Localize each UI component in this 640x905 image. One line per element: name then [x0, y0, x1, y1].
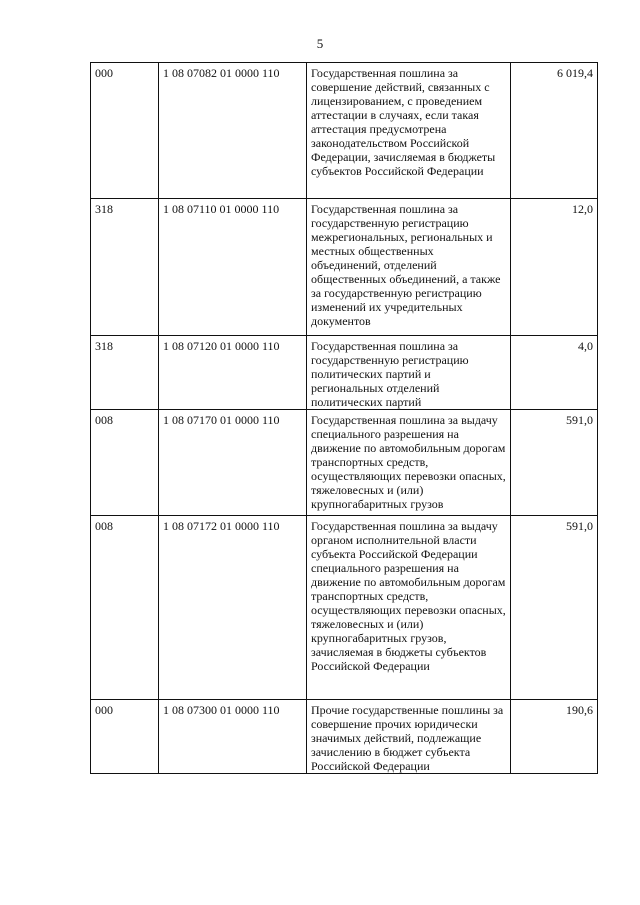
revenue-name-cell: Государственная пошлина за совершение действий, связанных с лицензированием, с проведением аттестации в случаях, если такая аттестация предусмотрена законодательством Российской Федерации, зачисляемая в бюджеты субъектов Российской Федерации [307, 63, 511, 199]
table-row [91, 516, 598, 700]
revenue-name-cell: Государственная пошлина за государственную регистрацию межрегиональных, региональных и местных общественных объединений, отделений общественных объединений, а также за государственную регистрацию изменений их учредительных документов [307, 199, 511, 336]
kbk-code-cell: 1 08 07082 01 0000 110 [159, 63, 307, 199]
amount-cell: 591,0 [511, 516, 598, 700]
amount-cell: 591,0 [511, 410, 598, 516]
page-number: 5 [316, 36, 324, 51]
table-row [91, 336, 598, 410]
table-row [91, 199, 598, 336]
table-row [91, 410, 598, 516]
admin-code-cell: 008 [91, 410, 159, 516]
revenue-name-cell: Государственная пошлина за выдачу специального разрешения на движение по автомобильным дорогам транспортных средств, осуществляющих перевозки опасных, тяжеловесных и (или) крупногабаритных грузов [307, 410, 511, 516]
admin-code-cell: 000 [91, 63, 159, 199]
admin-code-cell: 008 [91, 516, 159, 700]
admin-code-cell: 000 [91, 700, 159, 774]
kbk-code-cell: 1 08 07300 01 0000 110 [159, 700, 307, 774]
admin-code-cell: 318 [91, 336, 159, 410]
admin-code-cell: 318 [91, 199, 159, 336]
amount-cell: 190,6 [511, 700, 598, 774]
kbk-code-cell: 1 08 07120 01 0000 110 [159, 336, 307, 410]
table-row [91, 63, 598, 199]
revenue-name-cell: Государственная пошлина за государственную регистрацию политических партий и региональных отделений политических партий [307, 336, 511, 410]
table-row [91, 700, 598, 774]
kbk-code-cell: 1 08 07172 01 0000 110 [159, 516, 307, 700]
revenue-name-cell: Прочие государственные пошлины за совершение прочих юридически значимых действий, подлежащие зачислению в бюджет субъекта Российской Федерации [307, 700, 511, 774]
amount-cell: 12,0 [511, 199, 598, 336]
kbk-code-cell: 1 08 07170 01 0000 110 [159, 410, 307, 516]
revenue-name-cell: Государственная пошлина за выдачу органом исполнительной власти субъекта Российской Федерации специального разрешения на движение по автомобильным дорогам транспортных средств, осуществляющих перевозки опасных, тяжеловесных и (или) крупногабаритных грузов, зачисляемая в бюджеты субъектов Российской Федерации [307, 516, 511, 700]
amount-cell: 4,0 [511, 336, 598, 410]
amount-cell: 6 019,4 [511, 63, 598, 199]
budget-revenue-table [90, 62, 598, 774]
kbk-code-cell: 1 08 07110 01 0000 110 [159, 199, 307, 336]
